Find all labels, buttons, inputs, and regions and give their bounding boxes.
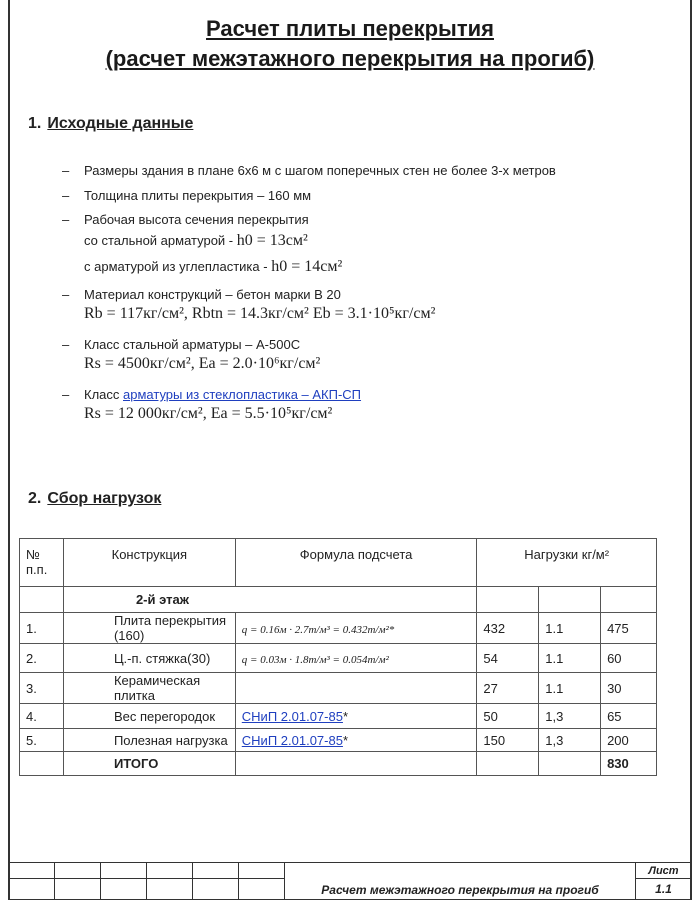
stamp-doc-title: Расчет межэтажного перекрытия на прогиб: [285, 863, 636, 900]
table-row: 4. Вес перегородок СНиП 2.01.07-85* 50 1,3 65: [20, 704, 657, 729]
stamp-sheet-label: Лист: [636, 863, 692, 879]
glass-class-formula: Rs = 12 000кг/см², Ea = 5.5·10⁵кг/см²: [84, 405, 333, 422]
floor-row: [20, 587, 657, 613]
header-formula: Формула подсчета: [235, 539, 477, 587]
total-label: ИТОГО: [63, 752, 235, 776]
stamp-sheet-value: 1.1: [636, 879, 692, 900]
carbon-height-line: с арматурой из углепластика - h0 = 14см²: [84, 258, 343, 275]
total-value: 830: [601, 752, 657, 776]
carbon-height-formula: h0 = 14см²: [271, 258, 343, 275]
table-row: 5. Полезная нагрузка СНиП 2.01.07-85* 150 1,3 200: [20, 729, 657, 752]
section-2-heading: 2. Сбор нагрузок: [28, 490, 162, 507]
steel-height-line: со стальной арматурой - h0 = 13см²: [84, 232, 308, 249]
table-row: 3. Керамическая плитка 27 1.1 30: [20, 673, 657, 704]
title-block-stamp: [8, 862, 692, 900]
header-construction: Конструкция: [63, 539, 235, 587]
material-formula: Rb = 117кг/см², Rbtn = 14.3кг/см² Eb = 3.1·10⁵кг/см²: [84, 305, 436, 322]
loads-table: [19, 538, 657, 776]
table-row: 1. Плита перекрытия (160) q = 0.16м · 2.7т/м³ = 0.432т/м²* 432 1.1 475: [20, 613, 657, 644]
header-num: № п.п.: [20, 539, 64, 587]
section-1-heading: 1. Исходные данные: [28, 115, 194, 132]
glass-class-link[interactable]: арматуры из стеклопластика – АКП-СП: [123, 387, 362, 402]
page-title: Расчет плиты перекрытия: [206, 16, 494, 41]
snip-link[interactable]: СНиП 2.01.07-85: [241, 708, 343, 724]
header-loads: Нагрузки кг/м²: [477, 539, 657, 587]
total-row: [20, 752, 657, 776]
steel-class-formula: Rs = 4500кг/см², Ea = 2.0·10⁶кг/см²: [84, 355, 321, 372]
snip-link[interactable]: СНиП 2.01.07-85: [241, 732, 343, 748]
steel-height-formula: h0 = 13см²: [236, 232, 308, 249]
table-row: 2. Ц.-п. стяжка(30) q = 0.03м · 1.8т/м³ = 0.054т/м² 54 1.1 60: [20, 644, 657, 673]
page-subtitle: (расчет межэтажного перекрытия на прогиб): [105, 46, 595, 71]
floor-label: 2-й этаж: [63, 587, 476, 613]
table-header-row: [20, 539, 657, 587]
